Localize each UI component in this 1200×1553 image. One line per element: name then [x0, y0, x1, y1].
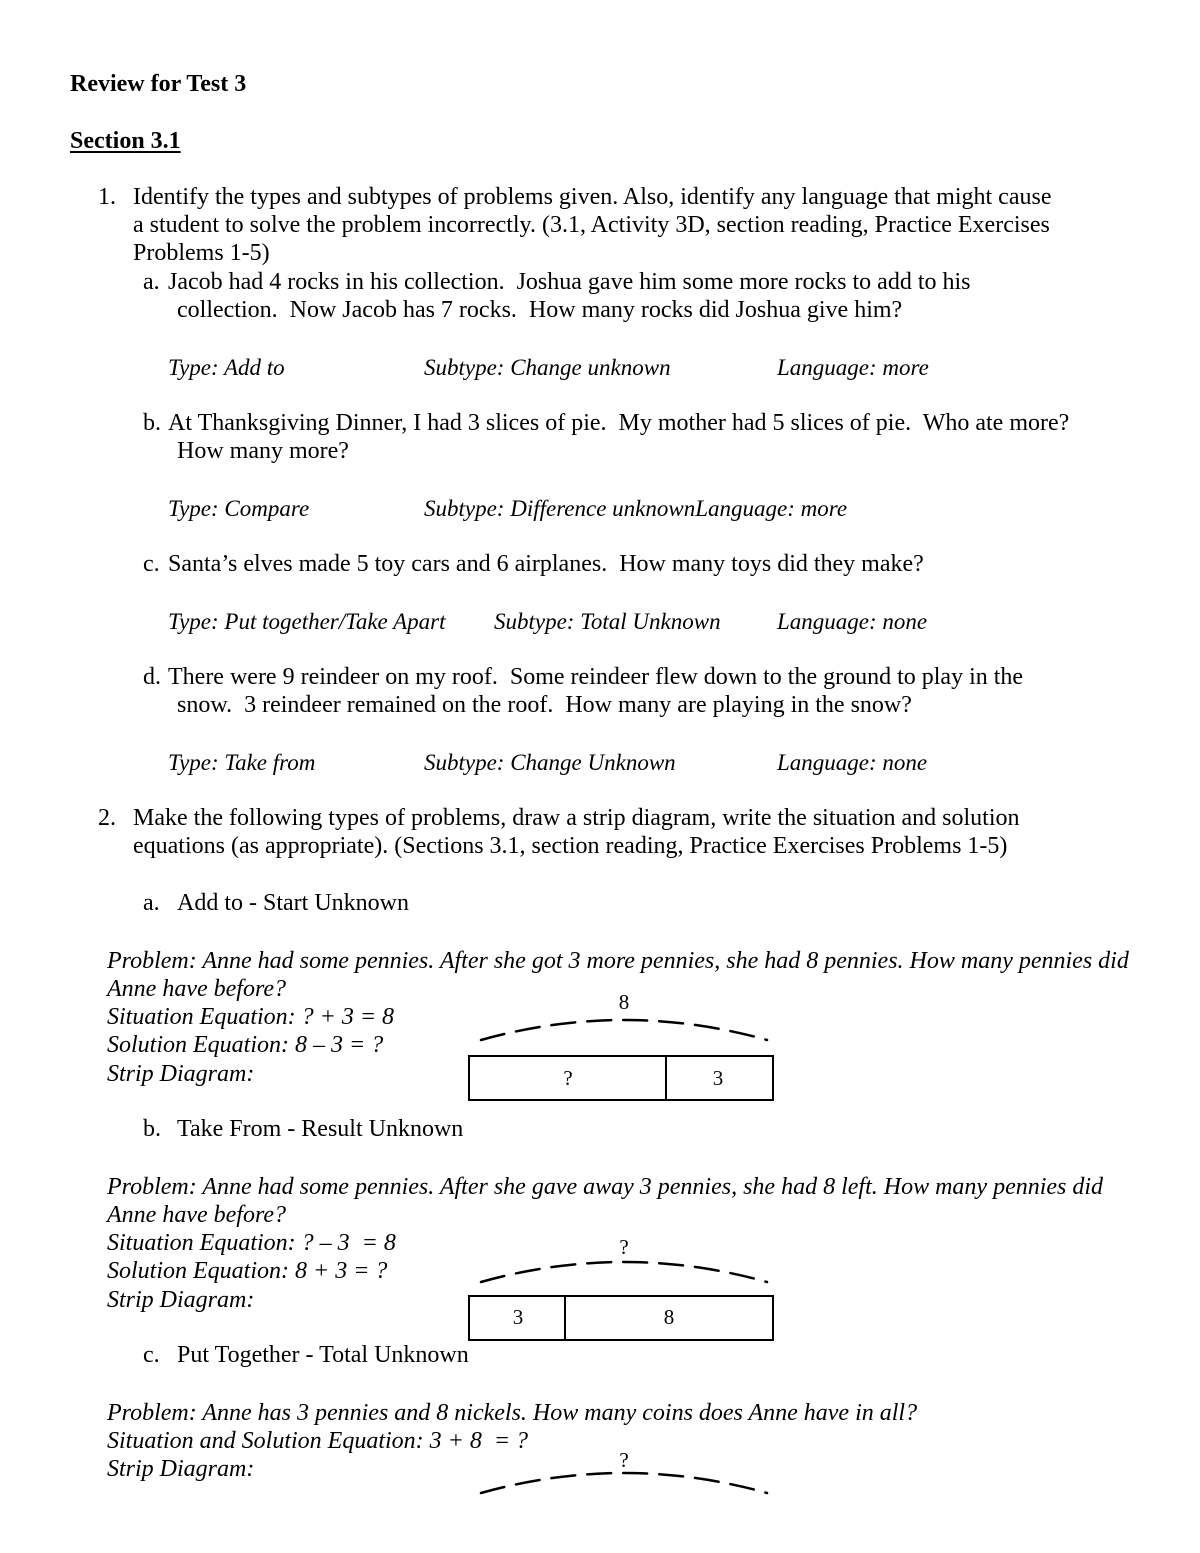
part-c-problem-line: Problem: Anne has 3 pennies and 8 nickels. How many coins does Anne have in all?: [107, 1400, 918, 1426]
question-2-text-line: Make the following types of problems, draw a strip diagram, write the situation and solution: [133, 805, 1020, 831]
item-c-subtype-label: Subtype: Total Unknown: [494, 609, 721, 634]
item-b-problem-line: How many more?: [177, 438, 349, 464]
item-a-language-label: Language: more: [777, 355, 929, 380]
item-b-language-label: Language: more: [695, 496, 848, 521]
item-c-problem-line: Santa’s elves made 5 toy cars and 6 airplanes. How many toys did they make?: [168, 551, 924, 577]
part-a-problem-line: Anne have before?: [107, 976, 287, 1002]
item-c-language-label: Language: none: [777, 609, 928, 634]
part-a-strip-diagram: [460, 985, 790, 1110]
diagram-cell-label: 3: [512, 1305, 524, 1329]
item-c-type-label: Type: Put together/Take Apart: [168, 609, 446, 634]
part-b-situation-equation: Situation Equation: ? – 3 = 8: [107, 1230, 396, 1256]
part-c-equation: Situation and Solution Equation: 3 + 8 = ?: [107, 1428, 529, 1454]
part-a-solution-equation: Solution Equation: 8 – 3 = ?: [107, 1032, 384, 1058]
part-a-problem-line: Problem: Anne had some pennies. After she got 3 more pennies, she had 8 pennies. How many pennies did: [107, 948, 1129, 974]
item-d-language-label: Language: none: [777, 750, 928, 775]
part-c-strip-diagram-label: Strip Diagram:: [107, 1456, 255, 1482]
part-c-marker: c.: [143, 1342, 160, 1368]
diagram-cell-label: 8: [663, 1305, 675, 1329]
item-b-subtype-label: Subtype: Difference unknown: [424, 496, 696, 521]
item-d-problem-line: There were 9 reindeer on my roof. Some reindeer flew down to the ground to play in the: [168, 664, 1024, 690]
item-d-marker: d.: [143, 664, 161, 690]
item-b-type-label: Type: Compare: [168, 496, 310, 521]
section-heading: Section 3.1: [70, 128, 181, 154]
diagram-cell-label: 3: [712, 1066, 724, 1090]
diagram-cell-label: ?: [563, 1066, 573, 1090]
question-1-text-line: Problems 1-5): [133, 240, 270, 266]
diagram-dashed-brace: [481, 1473, 767, 1493]
part-a-heading: Add to - Start Unknown: [177, 890, 409, 916]
part-a-marker: a.: [143, 890, 160, 916]
part-b-strip-diagram: [460, 1230, 790, 1345]
part-a-strip-diagram-label: Strip Diagram:: [107, 1061, 255, 1087]
part-b-problem-line: Problem: Anne had some pennies. After she gave away 3 pennies, she had 8 left. How many pennies did: [107, 1174, 1104, 1200]
item-d-type-label: Type: Take from: [168, 750, 316, 775]
question-1-text-line: a student to solve the problem incorrectly. (3.1, Activity 3D, section reading, Practice Exercises: [133, 212, 1050, 238]
question-2-number: 2.: [98, 805, 116, 831]
item-a-problem-line: Jacob had 4 rocks in his collection. Joshua gave him some more rocks to add to his: [168, 269, 971, 295]
item-b-marker: b.: [143, 410, 161, 436]
part-b-problem-line: Anne have before?: [107, 1202, 287, 1228]
diagram-strip-box: [469, 1056, 773, 1100]
part-c-strip-diagram: [460, 1443, 790, 1503]
diagram-total-label: ?: [619, 1448, 629, 1472]
part-b-marker: b.: [143, 1116, 161, 1142]
item-a-subtype-label: Subtype: Change unknown: [424, 355, 671, 380]
item-a-type-label: Type: Add to: [168, 355, 285, 380]
item-a-problem-line: collection. Now Jacob has 7 rocks. How many rocks did Joshua give him?: [177, 297, 903, 323]
part-b-strip-diagram-label: Strip Diagram:: [107, 1287, 255, 1313]
part-a-situation-equation: Situation Equation: ? + 3 = 8: [107, 1004, 395, 1030]
part-c-heading: Put Together - Total Unknown: [177, 1342, 469, 1368]
document-title: Review for Test 3: [70, 71, 247, 97]
diagram-total-label: ?: [619, 1235, 629, 1259]
item-d-problem-line: snow. 3 reindeer remained on the roof. How many are playing in the snow?: [177, 692, 912, 718]
item-d-subtype-label: Subtype: Change Unknown: [424, 750, 676, 775]
item-b-problem-line: At Thanksgiving Dinner, I had 3 slices of pie. My mother had 5 slices of pie. Who ate more?: [168, 410, 1070, 436]
question-1-number: 1.: [98, 184, 116, 210]
diagram-dashed-brace: [481, 1262, 767, 1282]
diagram-dashed-brace: [481, 1020, 767, 1040]
question-2-text-line: equations (as appropriate). (Sections 3.1, section reading, Practice Exercises Problems 1-5): [133, 833, 1008, 859]
item-a-marker: a.: [143, 269, 160, 295]
diagram-total-label: 8: [618, 990, 630, 1014]
item-b-subtype-language-row: [424, 495, 847, 523]
part-b-heading: Take From - Result Unknown: [177, 1116, 464, 1142]
item-c-marker: c.: [143, 551, 160, 577]
question-1-text-line: Identify the types and subtypes of problems given. Also, identify any language that might cause: [133, 184, 1052, 210]
part-b-solution-equation: Solution Equation: 8 + 3 = ?: [107, 1258, 388, 1284]
